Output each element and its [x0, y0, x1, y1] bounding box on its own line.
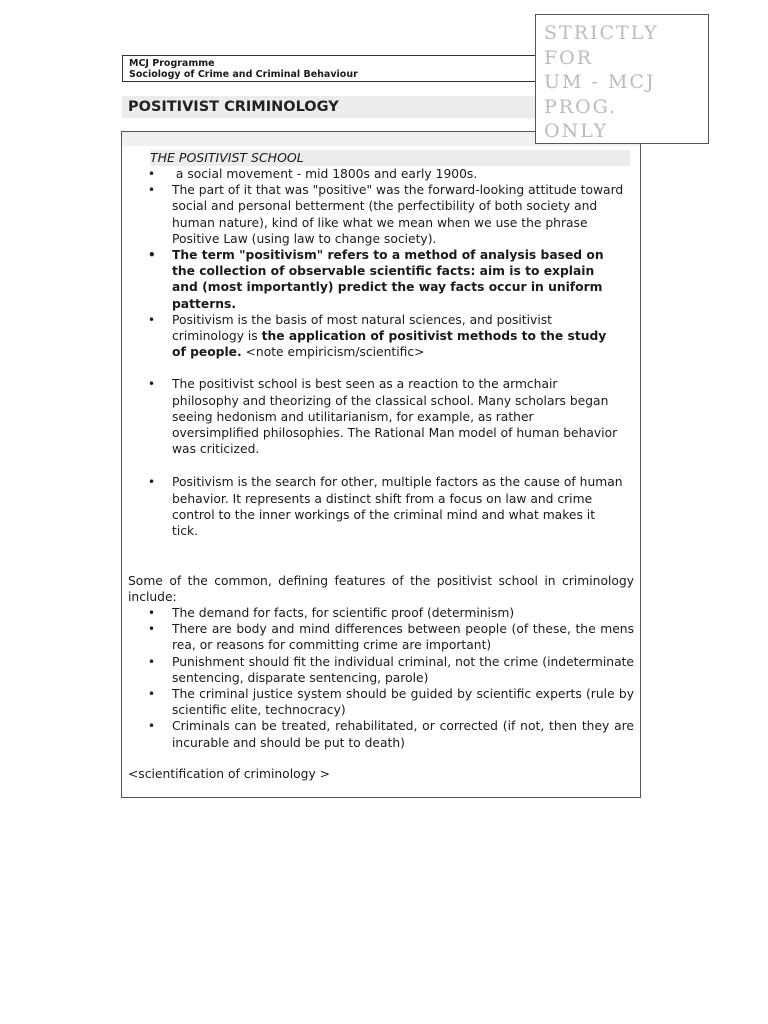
list-item: • The demand for facts, for scientific proof (determinism): [146, 605, 634, 621]
course-name: Sociology of Crime and Criminal Behaviour: [129, 69, 358, 80]
footer-note: <scientification of criminology >: [128, 767, 330, 781]
list-item: • Positivism is the basis of most natural sciences, and positivist criminology is the application of positivist methods to the study of people. <note empiricism/scientific>: [146, 312, 624, 361]
programme-name: MCJ Programme: [129, 58, 215, 69]
list-item: • The positivist school is best seen as a reaction to the armchair philosophy and theorizing of the classical school. Many scholars began seeing hedonism and utilitarianism, for example, as rather oversimplified philosophies. The Rational Man model of human behavior was criticized.: [146, 376, 624, 457]
list-item: • Criminals can be treated, rehabilitated, or corrected (if not, then they are incurable and should be put to death): [146, 718, 634, 750]
stamp-line: ONLY: [544, 120, 609, 142]
list-item: • Punishment should fit the individual criminal, not the crime (indeterminate sentencing, disparate sentencing, parole): [146, 654, 634, 686]
stamp-line: PROG.: [544, 95, 618, 118]
stamp-line: FOR: [544, 46, 594, 69]
stamp-line: STRICTLY: [544, 22, 659, 44]
course-header: [122, 55, 552, 82]
stamp-line: UM - MCJ: [544, 71, 656, 93]
list-item: • Positivism is the search for other, multiple factors as the cause of human behavior. It represents a distinct shift from a focus on law and crime control to the inner workings of the criminal mind and what makes it tick.: [146, 474, 624, 539]
features-intro: Some of the common, defining features of the positivist school in criminology include:: [128, 574, 634, 605]
list-item: • The criminal justice system should be guided by scientific experts (rule by scientific elite, technocracy): [146, 686, 634, 718]
positivist-school-list: [146, 166, 624, 539]
features-list: [146, 605, 634, 751]
section-title: THE POSITIVIST SCHOOL: [150, 150, 630, 166]
restricted-stamp: [535, 14, 709, 144]
page-title: POSITIVIST CRIMINOLOGY: [122, 96, 542, 118]
list-item: • There are body and mind differences between people (of these, the mens rea, or reasons for committing crime are important): [146, 621, 634, 653]
list-item: • a social movement - mid 1800s and early 1900s.: [146, 166, 624, 182]
list-item: • The term "positivism" refers to a method of analysis based on the collection of observable scientific facts: aim is to explain and (most importantly) predict the way facts occur in uniform patterns.: [146, 247, 624, 312]
list-item: • The part of it that was "positive" was the forward-looking attitude toward social and personal betterment (the perfectibility of both society and human nature), kind of like what we mean when we use the phrase Positive Law (using law to change society).: [146, 182, 624, 247]
